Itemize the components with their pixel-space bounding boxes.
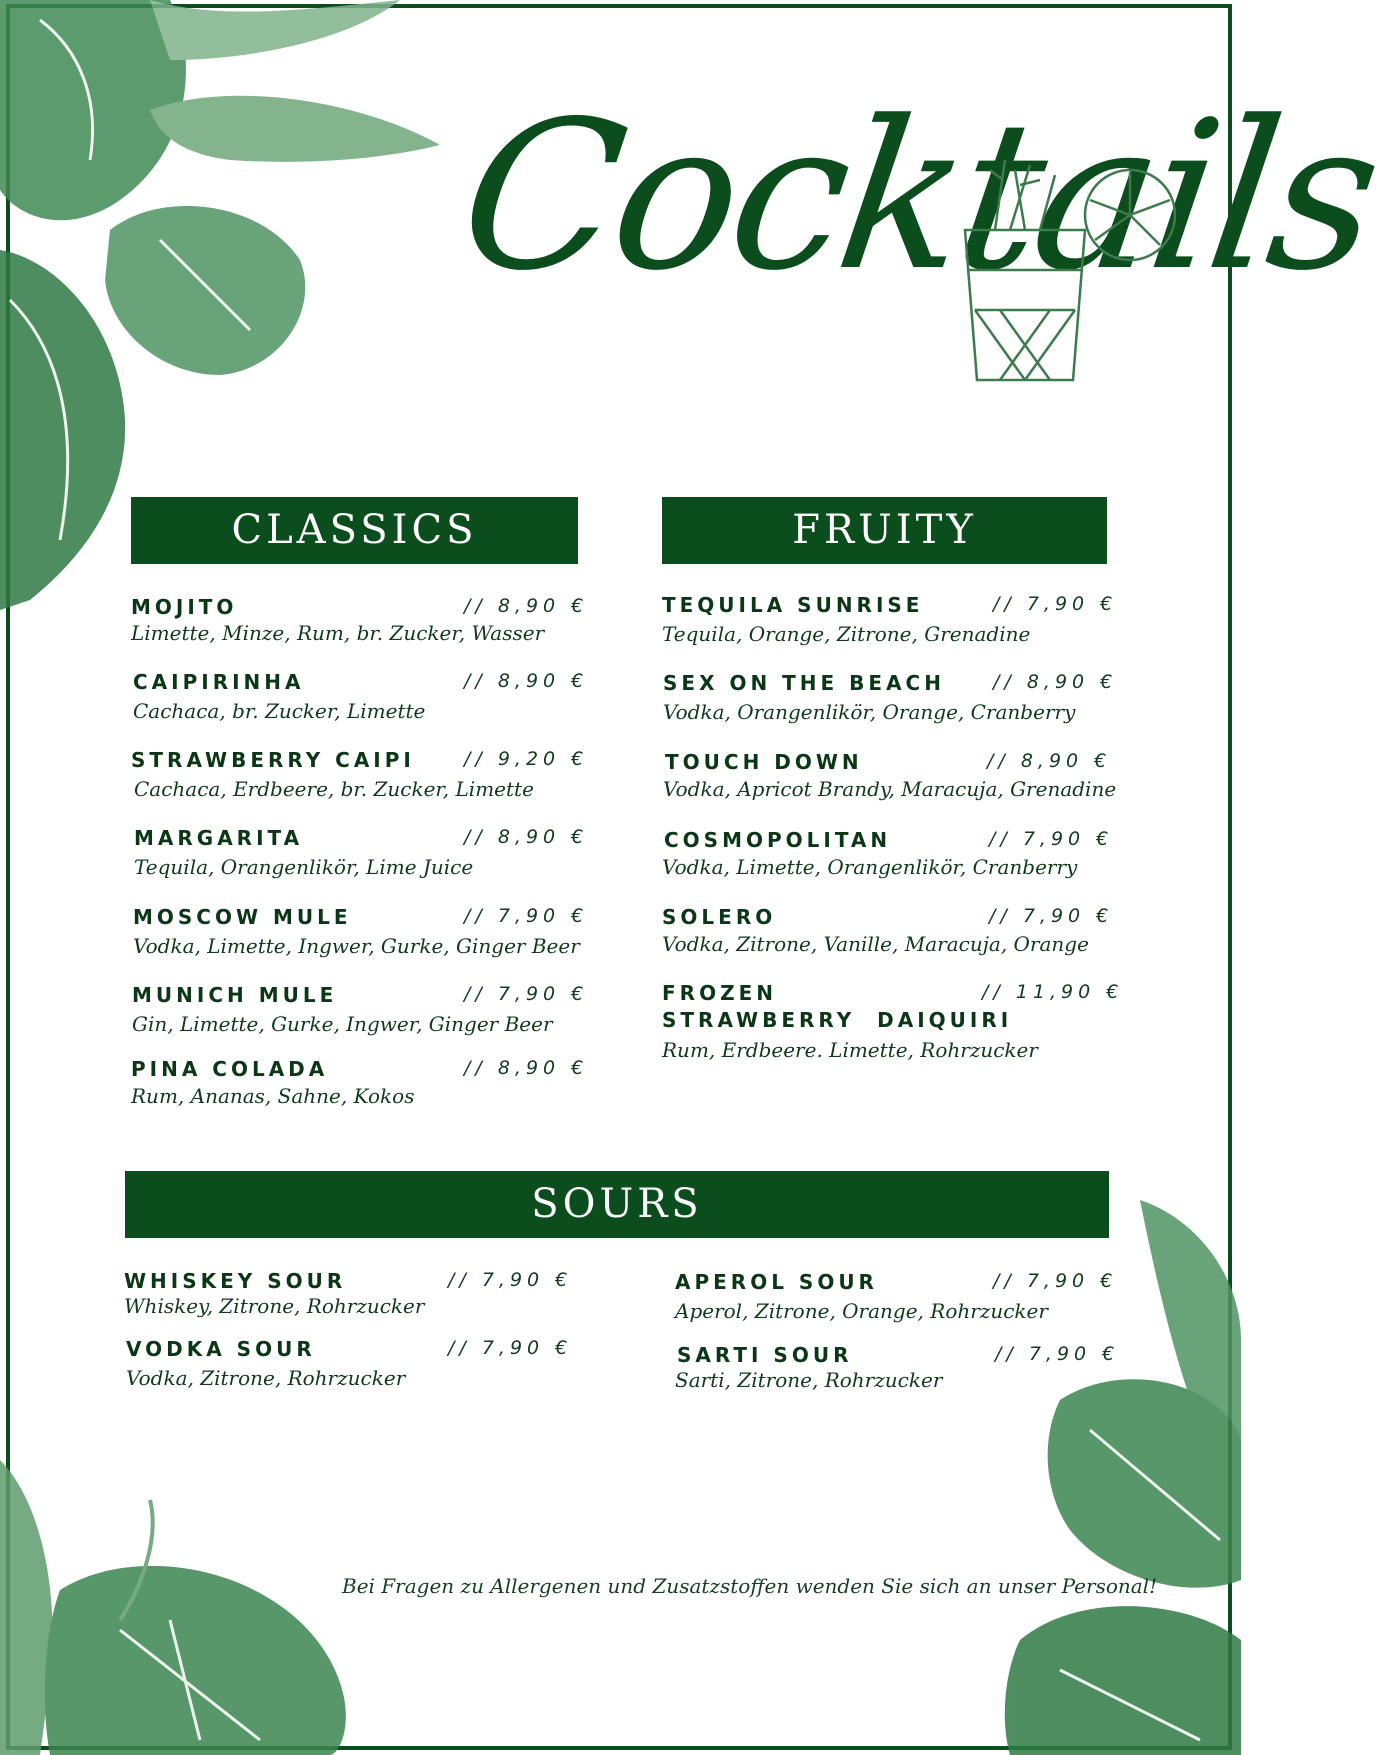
item-price: // 8,90 € — [464, 595, 589, 617]
item-description: Tequila, Orangenlikör, Lime Juice — [134, 855, 474, 879]
menu-item — [662, 593, 1118, 648]
item-price: // 7,90 € — [448, 1337, 573, 1359]
monstera-leaves-bottom-left-illustration — [0, 1440, 380, 1755]
item-name: MUNICH MULE — [132, 983, 338, 1007]
item-description: Rum, Ananas, Sahne, Kokos — [131, 1084, 415, 1108]
item-description: Tequila, Orange, Zitrone, Grenadine — [662, 622, 1031, 646]
item-price: // 7,90 € — [464, 905, 589, 927]
item-name: MOJITO — [131, 595, 238, 619]
item-description: Limette, Minze, Rum, br. Zucker, Wasser — [131, 621, 545, 645]
menu-item — [675, 1270, 1125, 1325]
item-description: Rum, Erdbeere. Limette, Rohrzucker — [662, 1038, 1038, 1062]
item-price: // 7,90 € — [989, 905, 1114, 927]
item-description: Gin, Limette, Gurke, Ingwer, Ginger Beer — [132, 1012, 553, 1036]
item-price: // 8,90 € — [464, 1057, 589, 1079]
item-description: Vodka, Limette, Ingwer, Gurke, Ginger Beer — [133, 934, 580, 958]
item-price: // 7,90 € — [995, 1343, 1120, 1365]
item-name-line-2: STRAWBERRY DAIQUIRI — [662, 1008, 1013, 1032]
item-name: SOLERO — [662, 905, 777, 929]
menu-item — [663, 671, 1118, 726]
item-price: // 8,90 € — [464, 670, 589, 692]
item-description: Vodka, Zitrone, Vanille, Maracuja, Orange — [662, 932, 1089, 956]
menu-item — [132, 983, 589, 1038]
item-price: // 7,90 € — [993, 1270, 1118, 1292]
allergen-note: Bei Fragen zu Allergenen und Zusatzstoffen wenden Sie sich an unser Personal! — [342, 1574, 1158, 1598]
menu-item — [131, 595, 589, 650]
item-name: VODKA SOUR — [126, 1337, 316, 1361]
menu-item — [662, 905, 1112, 960]
item-price: // 11,90 € — [982, 981, 1124, 1003]
item-price: // 8,90 € — [987, 750, 1112, 772]
item-price: // 8,90 € — [993, 671, 1118, 693]
item-price: // 7,90 € — [464, 983, 589, 1005]
item-name: MARGARITA — [134, 826, 304, 850]
item-name: FROZEN — [662, 981, 777, 1005]
item-name: MOSCOW MULE — [133, 905, 352, 929]
menu-item — [677, 1343, 1127, 1398]
menu-item — [134, 826, 589, 881]
item-name: APEROL SOUR — [675, 1270, 878, 1294]
item-name: CAIPIRINHA — [133, 670, 305, 694]
item-description: Sarti, Zitrone, Rohrzucker — [675, 1368, 943, 1392]
item-name: TEQUILA SUNRISE — [662, 593, 924, 617]
menu-item — [133, 905, 589, 960]
menu-item — [665, 750, 1115, 805]
menu-item — [126, 1337, 576, 1392]
page-title: Cocktails — [448, 78, 1388, 316]
fruity-heading: FRUITY — [662, 497, 1107, 564]
item-price: // 7,90 € — [993, 593, 1118, 615]
menu-item — [664, 828, 1114, 883]
item-description: Cachaca, Erdbeere, br. Zucker, Limette — [134, 777, 534, 801]
item-description: Vodka, Apricot Brandy, Maracuja, Grenadine — [663, 777, 1117, 801]
item-name: SARTI SOUR — [677, 1343, 853, 1367]
item-description: Vodka, Zitrone, Rohrzucker — [126, 1366, 406, 1390]
menu-item — [662, 981, 1124, 1066]
item-price: // 7,90 € — [989, 828, 1114, 850]
item-name: SEX ON THE BEACH — [663, 671, 945, 695]
item-name: STRAWBERRY CAIPI — [131, 748, 415, 772]
classics-heading: CLASSICS — [131, 497, 578, 564]
menu-item — [131, 748, 589, 803]
sours-heading: SOURS — [125, 1171, 1109, 1238]
item-description: Whiskey, Zitrone, Rohrzucker — [124, 1294, 425, 1318]
menu-item — [133, 670, 589, 725]
item-description: Aperol, Zitrone, Orange, Rohrzucker — [675, 1299, 1048, 1323]
item-price: // 8,90 € — [464, 826, 589, 848]
menu-item — [124, 1269, 574, 1324]
item-price: // 7,90 € — [448, 1269, 573, 1291]
item-description: Vodka, Limette, Orangenlikör, Cranberry — [662, 855, 1078, 879]
item-name: TOUCH DOWN — [665, 750, 863, 774]
item-description: Vodka, Orangenlikör, Orange, Cranberry — [663, 700, 1076, 724]
cocktail-glass-illustration — [955, 160, 1180, 390]
item-name: COSMOPOLITAN — [664, 828, 892, 852]
item-price: // 9,20 € — [464, 748, 589, 770]
item-name: WHISKEY SOUR — [124, 1269, 347, 1293]
item-description: Cachaca, br. Zucker, Limette — [133, 699, 426, 723]
menu-item — [131, 1057, 589, 1112]
item-name: PINA COLADA — [131, 1057, 329, 1081]
